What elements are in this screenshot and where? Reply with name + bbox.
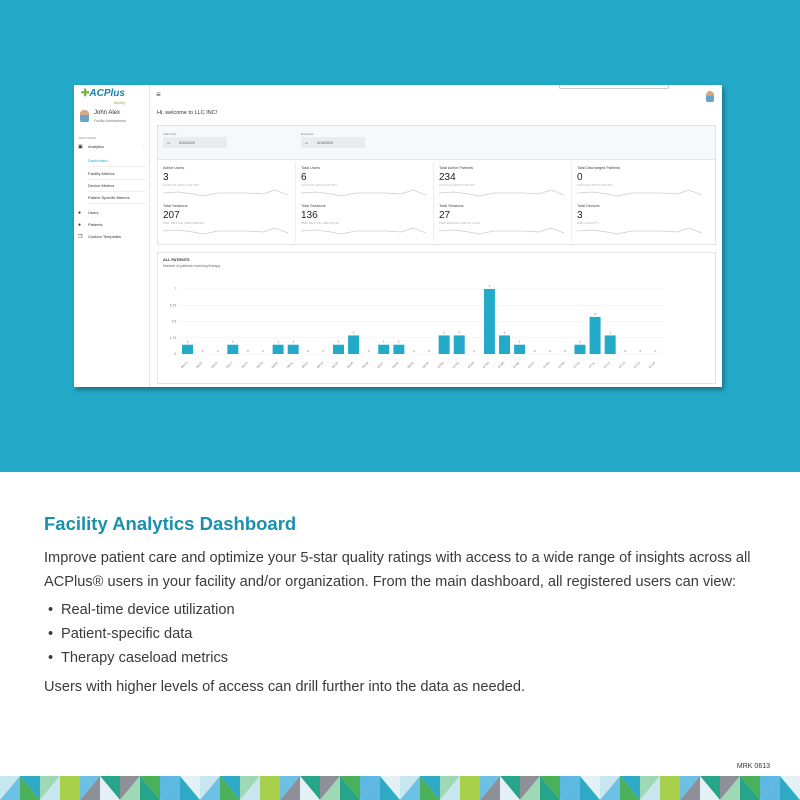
bar-value-label: 1	[292, 339, 295, 344]
bar-value-label: 0	[473, 349, 476, 353]
x-tick-label: 06/26	[361, 360, 370, 370]
sidebar-item-custom-templates[interactable]	[78, 234, 144, 240]
bar-value-label: 2	[443, 330, 445, 335]
x-tick-label: 06/16	[210, 360, 219, 370]
hamburger-menu-icon[interactable]: ≡	[156, 90, 161, 99]
sparkline	[163, 188, 288, 198]
bar-value-label: 0	[201, 349, 204, 353]
stat-subtitle: ACPLUS APPLICATION	[577, 183, 613, 187]
sidebar-item-device-metrics[interactable]: Device Metrics	[88, 183, 146, 192]
stat-subtitle: PER DEVICE OMNIVERSA	[163, 221, 205, 225]
x-tick-label: 06/24	[331, 360, 340, 370]
bar-value-label: 0	[413, 349, 415, 353]
bar-value-label: 0	[564, 349, 566, 353]
x-tick-label: 06/30	[421, 360, 430, 370]
article-intro: Improve patient care and optimize your 5-star quality ratings with access to a wide range of insights across all ACPlus® users in your facility and/or organization. From the main dashboard, all registered users can view:	[44, 550, 751, 590]
user-profile[interactable]	[80, 110, 126, 123]
bar[interactable]	[348, 335, 359, 354]
bar[interactable]	[378, 345, 389, 354]
x-tick-label: 06/22	[300, 360, 310, 370]
dashboard-screenshot	[74, 85, 722, 387]
stat-0	[163, 166, 288, 198]
bar-value-label: 1	[518, 339, 521, 344]
bar-value-label: 0	[322, 349, 325, 353]
x-tick-label: 06/25	[346, 360, 355, 370]
stat-title: Active Users	[163, 166, 185, 170]
end-date	[301, 132, 365, 148]
bar-value-label: 2	[352, 330, 355, 335]
bar-value-label: 0	[262, 349, 264, 353]
stat-4	[163, 204, 288, 236]
bar[interactable]	[590, 317, 601, 354]
bar[interactable]	[574, 345, 585, 354]
bar[interactable]	[273, 345, 284, 354]
start-date	[163, 132, 227, 148]
divider	[295, 162, 296, 242]
bar[interactable]	[227, 345, 238, 354]
stat-title: Total Sessions	[439, 204, 464, 208]
stat-subtitle: PER FACILITY	[577, 221, 600, 225]
bar-value-label: 2	[503, 330, 506, 335]
bar-value-label: 2	[609, 330, 612, 335]
bar[interactable]	[454, 335, 465, 354]
x-tick-label: 07/09	[557, 360, 566, 370]
feature-list	[44, 598, 764, 670]
y-tick-label: 3.5	[171, 319, 176, 324]
x-tick-label: 07/01	[436, 360, 445, 370]
x-tick-label: 07/13	[617, 360, 626, 370]
bar-value-label: 0	[367, 349, 370, 353]
patient-icon: ●	[78, 222, 82, 228]
stat-value: 3	[577, 210, 583, 221]
bar-value-label: 0	[216, 349, 219, 353]
bar[interactable]	[484, 289, 495, 354]
sparkline	[439, 188, 564, 198]
date-filter-bar	[158, 126, 715, 160]
calendar-icon: ▭	[305, 140, 309, 145]
all-patients-chart-card	[157, 252, 716, 384]
end-date-value: 6/14/2020	[317, 140, 333, 145]
stat-subtitle: ACPLUS APPLICATION	[301, 183, 337, 187]
bar-value-label: 1	[186, 339, 189, 344]
stat-5	[301, 204, 426, 236]
greeting: Hi, welcome to LLC INC!	[157, 110, 218, 116]
chart-title: ALL PATIENTS	[163, 258, 190, 262]
nav-label: Users	[88, 210, 99, 215]
list-item: • Therapy caseload metrics	[44, 646, 764, 670]
stat-1	[301, 166, 426, 198]
sidebar-item-users[interactable]	[78, 210, 144, 216]
stat-value: 6	[301, 172, 307, 183]
start-date-value: 6/14/2020	[179, 140, 195, 145]
bar[interactable]	[333, 345, 344, 354]
chart-subtitle: Number of patients receiving therapy	[163, 264, 221, 268]
bar-value-label: 0	[428, 349, 430, 353]
sparkline	[301, 226, 426, 236]
stat-title: Total Sessions	[163, 204, 188, 208]
list-item: • Real-time device utilization	[44, 598, 764, 622]
x-tick-label: 06/28	[391, 360, 400, 370]
sparkline	[577, 188, 702, 198]
sparkline	[163, 226, 288, 236]
x-tick-label: 06/29	[406, 360, 415, 370]
stat-subtitle: ACPLUS APPLICATION	[439, 183, 475, 187]
list-item: • Patient-specific data	[44, 622, 764, 646]
article-outro: Users with higher levels of access can drill further into the data as needed.	[44, 679, 526, 695]
stat-title: Total Active Patients	[439, 166, 473, 170]
x-tick-label: 06/15	[195, 360, 204, 370]
x-tick-label: 06/21	[285, 360, 294, 370]
bar-value-label: 0	[533, 349, 536, 353]
stat-subtitle: ACPLUS APPLICATION	[163, 183, 199, 187]
sidebar	[74, 85, 150, 387]
bar[interactable]	[499, 335, 510, 354]
sidebar-item-facility-metrics[interactable]: Facility Metrics	[88, 171, 146, 180]
bar[interactable]	[514, 345, 525, 354]
start-date-label: Start Date	[163, 132, 177, 136]
bar-value-label: 0	[307, 349, 310, 353]
user-role: Facility Administrator	[94, 119, 127, 123]
analytics-icon: ▣	[78, 144, 83, 150]
bar[interactable]	[605, 335, 616, 354]
bar-value-label: 1	[277, 339, 279, 344]
stat-title: Total Sessions	[301, 204, 326, 208]
start-date-input[interactable]	[163, 137, 227, 148]
stat-value: 234	[439, 172, 456, 183]
y-tick-label: 5.25	[169, 303, 176, 308]
bar-value-label: 2	[458, 330, 461, 335]
x-tick-label: 07/05	[497, 360, 506, 370]
logo-subtext: facility	[114, 100, 126, 105]
stat-value: 3	[163, 172, 169, 183]
sidebar-item-analytics[interactable]	[78, 144, 144, 150]
stat-value: 0	[577, 172, 583, 183]
end-date-input[interactable]	[301, 137, 365, 148]
calendar-icon: ▭	[167, 140, 171, 145]
x-tick-label: 07/08	[542, 360, 551, 370]
x-tick-label: 07/07	[527, 360, 536, 370]
sparkline	[301, 188, 426, 198]
x-tick-label: 07/11	[587, 360, 596, 369]
stat-7	[577, 204, 702, 236]
stat-subtitle: PER DEVICE OMNICYCLE	[439, 221, 480, 225]
stat-subtitle: PER DEVICE OMNISTIM	[301, 221, 339, 225]
x-tick-label: 06/14	[180, 360, 189, 370]
x-tick-label: 07/10	[572, 360, 581, 370]
main-content	[151, 85, 722, 387]
x-tick-label: 06/17	[225, 360, 234, 370]
nav-label: Patients	[88, 222, 103, 227]
stat-value: 136	[301, 210, 318, 221]
bar-value-label: 7	[488, 284, 491, 288]
stat-2	[439, 166, 564, 198]
chevron-up-icon: ˆ	[142, 144, 144, 149]
user-icon: ●	[78, 210, 82, 216]
bar[interactable]	[393, 345, 404, 354]
x-tick-label: 07/02	[451, 360, 460, 370]
stat-6	[439, 204, 564, 236]
bar-value-label: 4	[594, 311, 596, 316]
x-tick-label: 07/14	[632, 360, 642, 370]
x-tick-label: 06/23	[315, 360, 325, 370]
bar-value-label: 0	[654, 349, 657, 353]
acplus-logo	[81, 88, 141, 108]
stat-title: Total Users	[301, 166, 320, 170]
bar-value-label: 0	[639, 349, 642, 353]
sidebar-item-patients[interactable]	[78, 222, 144, 228]
bar-value-label: 0	[247, 349, 249, 353]
decorative-triangle-strip	[0, 776, 800, 800]
user-name: John Alex	[94, 110, 121, 116]
article-title: Facility Analytics Dashboard	[44, 513, 297, 534]
bar-value-label: 0	[548, 349, 551, 353]
bar-chart	[158, 253, 717, 385]
sparkline	[577, 226, 702, 236]
article	[44, 512, 764, 699]
bar[interactable]	[288, 345, 299, 354]
bar-value-label: 1	[231, 339, 234, 344]
dropdown-panel	[559, 85, 669, 89]
bar-value-label: 0	[624, 349, 627, 353]
bar-value-label: 1	[337, 339, 340, 344]
stat-3	[577, 166, 702, 198]
stat-title: Total Discharged Patients	[577, 166, 621, 170]
x-tick-label: 06/19	[255, 360, 264, 370]
x-tick-label: 07/15	[648, 360, 657, 370]
x-tick-label: 07/03	[466, 360, 476, 370]
profile-avatar[interactable]	[706, 91, 714, 102]
logo-cross-icon: ✚	[81, 88, 90, 99]
sidebar-item-patient-specific-metrics[interactable]: Patient Specific Metrics	[88, 195, 146, 204]
x-tick-label: 07/06	[512, 360, 521, 370]
logo-text: ACPlus	[89, 88, 125, 99]
stat-value: 207	[163, 210, 180, 221]
x-tick-label: 07/04	[481, 360, 491, 370]
x-tick-label: 07/12	[602, 360, 611, 370]
avatar	[80, 110, 89, 122]
divider	[433, 162, 434, 242]
stat-value: 27	[439, 210, 451, 221]
divider	[571, 162, 572, 242]
bar-value-label: 1	[579, 339, 581, 344]
x-tick-label: 06/18	[240, 360, 249, 370]
bar-value-label: 1	[398, 339, 400, 344]
document-code: MRK 0613	[736, 763, 770, 770]
menu-heading: MAIN MENU	[79, 136, 97, 140]
stats-card	[157, 125, 716, 245]
x-tick-label: 06/20	[270, 360, 279, 370]
nav-label: Analytics	[88, 144, 105, 149]
nav-label: Custom Templates	[88, 234, 122, 239]
y-tick-label: 1.75	[169, 335, 176, 340]
end-date-label: End Date	[301, 132, 314, 136]
sparkline	[439, 226, 564, 236]
y-tick-label: 0	[174, 352, 176, 356]
bar[interactable]	[182, 345, 193, 354]
x-tick-label: 06/27	[376, 360, 385, 370]
template-icon: ❐	[78, 234, 83, 240]
stat-title: Total Devices	[577, 204, 600, 208]
bar-value-label: 1	[382, 339, 385, 344]
y-tick-label: 7	[174, 287, 176, 291]
sidebar-item-dashboard[interactable]: Dashboard	[88, 158, 146, 167]
bar[interactable]	[439, 335, 450, 354]
